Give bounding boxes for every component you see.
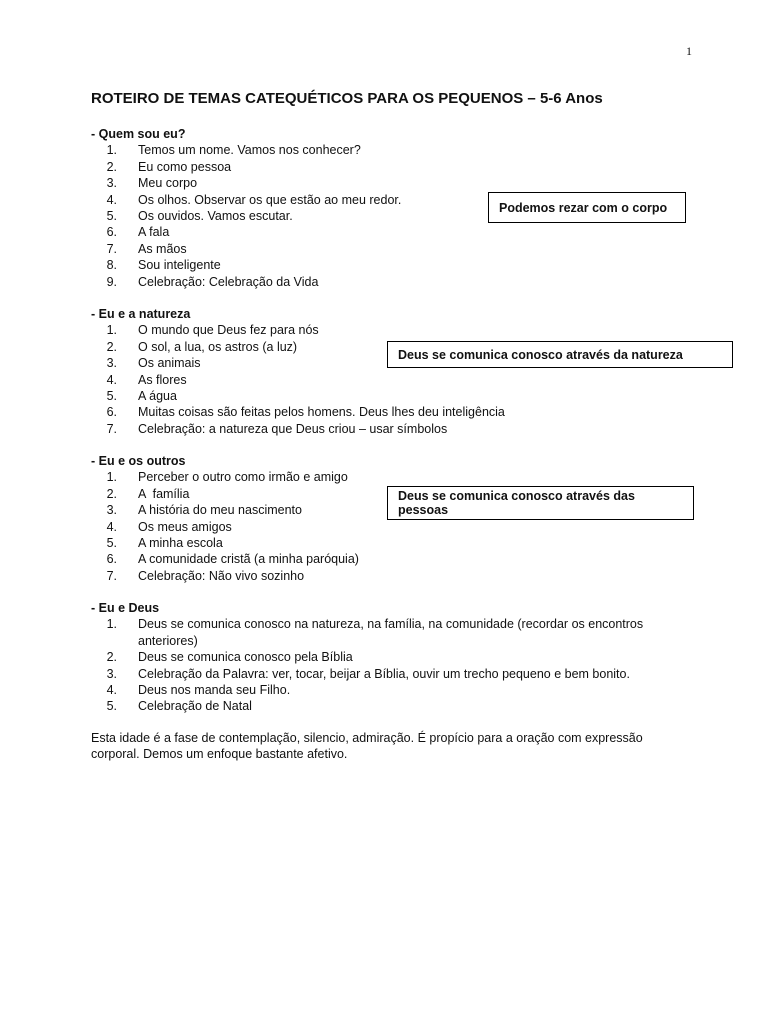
item-text: O sol, a lua, os astros (a luz): [138, 339, 298, 354]
item-number: 6.: [106, 405, 117, 420]
page-number: 1: [686, 44, 692, 58]
section-eu-e-deus: [91, 600, 678, 715]
item-number: 2.: [106, 650, 117, 665]
item-number: 4.: [106, 519, 117, 534]
item-number: 5.: [106, 699, 117, 714]
list-item: [91, 649, 678, 665]
item-number: 7.: [106, 241, 117, 256]
list-item: [91, 388, 678, 404]
item-number: 3.: [106, 356, 117, 371]
item-text: Celebração: Celebração da Vida: [138, 274, 319, 289]
callout-text: Deus se comunica conosco através da natureza: [398, 347, 683, 362]
item-text: Deus se comunica conosco na natureza, na família, na comunidade (recordar os encontros anteriores): [138, 617, 644, 648]
list-item: [91, 224, 678, 240]
item-text: Os ouvidos. Vamos escutar.: [138, 209, 293, 224]
item-number: 2.: [106, 339, 117, 354]
callout-natureza: [387, 341, 733, 368]
item-text: O mundo que Deus fez para nós: [138, 323, 319, 338]
item-number: 5.: [106, 536, 117, 551]
document-title: ROTEIRO DE TEMAS CATEQUÉTICOS PARA OS PEQUENOS – 5-6 Anos: [91, 90, 603, 107]
list-item: [91, 421, 678, 437]
item-text: Eu como pessoa: [138, 159, 232, 174]
item-number: 5.: [106, 209, 117, 224]
item-text: Meu corpo: [138, 176, 198, 191]
item-text: A família: [138, 486, 190, 501]
item-text: Os olhos. Observar os que estão ao meu redor.: [138, 192, 402, 207]
list-item: [91, 666, 678, 682]
item-number: 1.: [106, 143, 117, 158]
item-text: Muitas coisas são feitas pelos homens. Deus lhes deu inteligência: [138, 405, 505, 420]
item-text: Celebração: a natureza que Deus criou – usar símbolos: [138, 421, 448, 436]
item-text: As flores: [138, 372, 187, 387]
item-number: 5.: [106, 389, 117, 404]
item-text: Deus se comunica conosco pela Bíblia: [138, 650, 353, 665]
list-item: [91, 568, 678, 584]
list-item: [91, 372, 678, 388]
item-text: Celebração da Palavra: ver, tocar, beijar a Bíblia, ouvir um trecho pequeno e bem bonito.: [138, 666, 630, 681]
item-number: 7.: [106, 568, 117, 583]
list-item: [91, 142, 678, 158]
list-item: [91, 469, 678, 485]
list-item: [91, 257, 678, 273]
list-item: [91, 159, 678, 175]
item-text: A minha escola: [138, 536, 223, 551]
item-number: 2.: [106, 159, 117, 174]
item-text: Temos um nome. Vamos nos conhecer?: [138, 143, 361, 158]
callout-rezar-com-o-corpo: [488, 192, 686, 223]
item-number: 4.: [106, 372, 117, 387]
list-item: [91, 274, 678, 290]
item-text: A fala: [138, 225, 170, 240]
item-number: 8.: [106, 258, 117, 273]
section-eu-e-a-natureza: [91, 306, 678, 437]
item-number: 3.: [106, 176, 117, 191]
list-item: [91, 404, 678, 420]
list-item: [91, 616, 678, 649]
closing-note: Esta idade é a fase de contemplação, silencio, admiração. É propício para a oração com expressão corporal. Demos um enfoque bastante afetivo.: [91, 731, 643, 762]
list-item: [91, 698, 678, 714]
item-number: 4.: [106, 683, 117, 698]
section-heading: - Eu e a natureza: [91, 307, 191, 321]
callout-text: Podemos rezar com o corpo: [499, 200, 668, 215]
item-number: 7.: [106, 421, 117, 436]
item-number: 4.: [106, 192, 117, 207]
item-list: [91, 322, 678, 437]
item-text: A história do meu nascimento: [138, 503, 302, 518]
list-item: [91, 175, 678, 191]
list-item: [91, 535, 678, 551]
item-number: 9.: [106, 274, 117, 289]
item-text: Celebração: Não vivo sozinho: [138, 568, 305, 583]
section-heading: - Eu e os outros: [91, 454, 186, 468]
list-item: [91, 519, 678, 535]
item-number: 1.: [106, 617, 117, 632]
item-text: Celebração de Natal: [138, 699, 252, 714]
list-item: [91, 682, 678, 698]
item-number: 2.: [106, 486, 117, 501]
item-text: Deus nos manda seu Filho.: [138, 683, 291, 698]
item-number: 6.: [106, 552, 117, 567]
list-item: [91, 322, 678, 338]
item-number: 3.: [106, 503, 117, 518]
item-text: A água: [138, 389, 177, 404]
item-number: 6.: [106, 225, 117, 240]
item-text: As mãos: [138, 241, 187, 256]
callout-pessoas: [387, 486, 694, 520]
item-text: Os animais: [138, 356, 201, 371]
item-text: Os meus amigos: [138, 519, 232, 534]
item-number: 1.: [106, 323, 117, 338]
section-heading: - Eu e Deus: [91, 601, 160, 615]
item-text: Sou inteligente: [138, 258, 221, 273]
item-list: [91, 616, 678, 714]
item-number: 3.: [106, 666, 117, 681]
item-text: Perceber o outro como irmão e amigo: [138, 470, 348, 485]
item-text: A comunidade cristã (a minha paróquia): [138, 552, 359, 567]
item-number: 1.: [106, 470, 117, 485]
list-item: [91, 551, 678, 567]
section-heading: - Quem sou eu?: [91, 127, 186, 141]
callout-text: Deus se comunica conosco através das pessoas: [398, 489, 635, 517]
list-item: [91, 241, 678, 257]
